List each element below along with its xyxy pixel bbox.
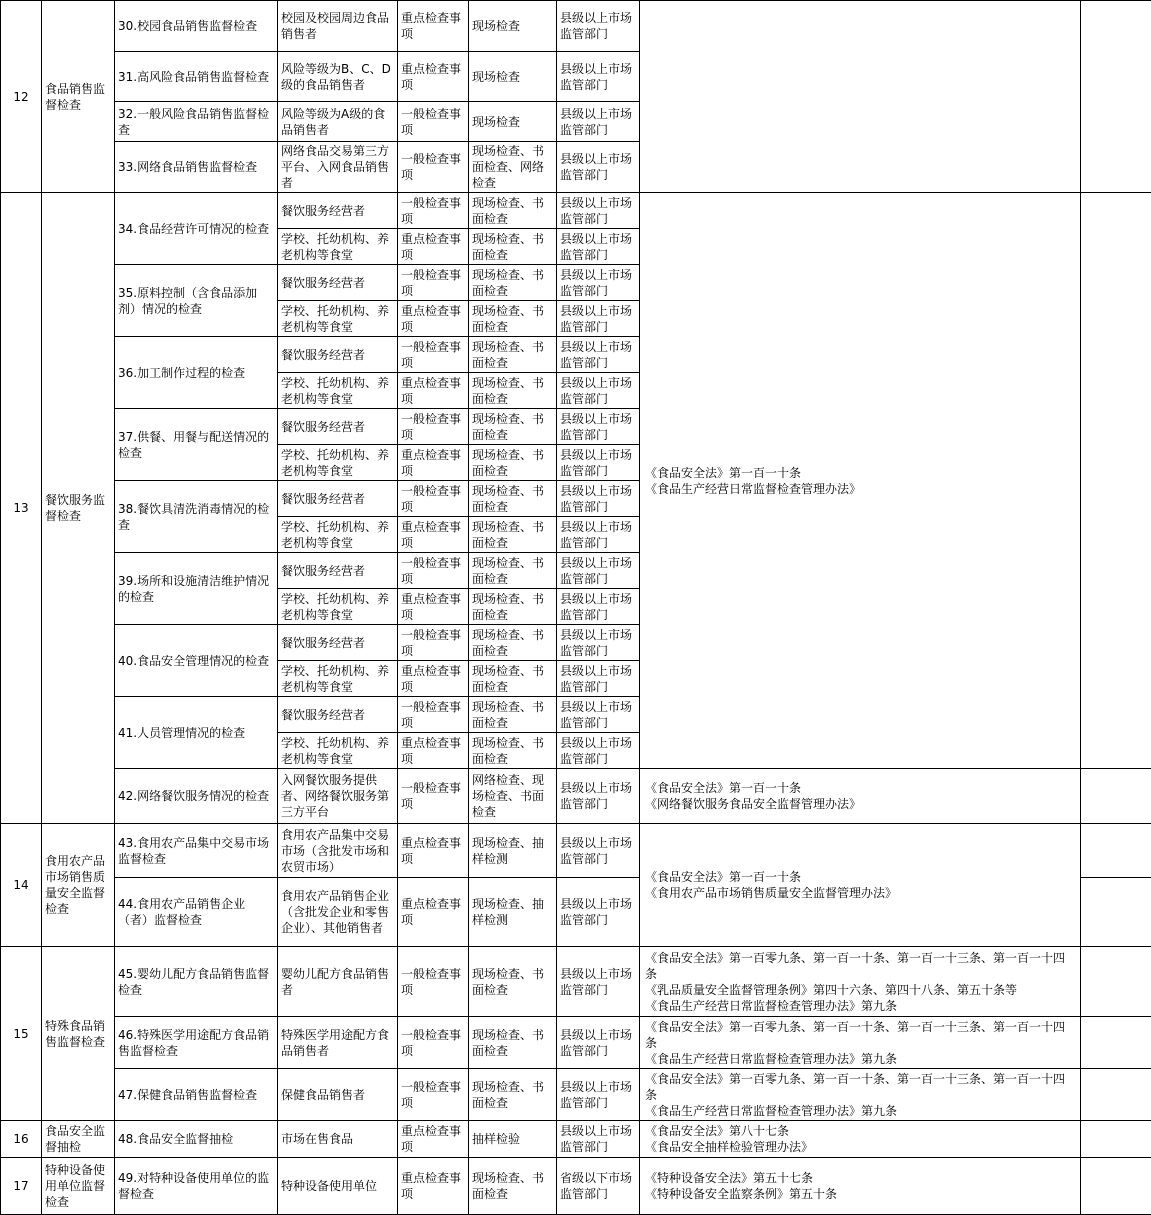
inspection-type: 重点检查事项	[398, 878, 469, 947]
inspection-dept: 县级以上市场监管部门	[557, 301, 640, 337]
inspection-object: 风险等级为A级的食品销售者	[278, 102, 398, 142]
inspection-method: 现场检查、书面检查	[469, 1158, 557, 1215]
inspection-object: 餐饮服务经营者	[278, 481, 398, 517]
inspection-method: 现场检查、书面检查	[469, 947, 557, 1017]
remark-cell	[1081, 878, 1151, 947]
inspection-method: 现场检查、抽样检测	[469, 878, 557, 947]
group-number: 12	[1, 1, 42, 193]
inspection-method: 现场检查、书面检查	[469, 733, 557, 769]
basis-cell: 《特种设备安全法》第五十七条 《特种设备安全监察条例》第五十条	[640, 1158, 1081, 1215]
remark-cell	[1081, 1017, 1151, 1069]
remark-cell	[1081, 1121, 1151, 1158]
inspection-dept: 省级以下市场监管部门	[557, 1158, 640, 1215]
inspection-method: 现场检查、书面检查	[469, 409, 557, 445]
item-name: 33.网络食品销售监督检查	[115, 142, 278, 193]
group-number: 17	[1, 1158, 42, 1215]
inspection-object: 餐饮服务经营者	[278, 553, 398, 589]
inspection-method: 现场检查、书面检查	[469, 373, 557, 409]
basis-cell: 《食品安全法》第八十七条 《食品安全抽样检验管理办法》	[640, 1121, 1081, 1158]
inspection-dept: 县级以上市场监管部门	[557, 824, 640, 878]
inspection-type: 一般检查事项	[398, 142, 469, 193]
inspection-object: 保健食品销售者	[278, 1069, 398, 1121]
inspection-dept: 县级以上市场监管部门	[557, 373, 640, 409]
inspection-type: 重点检查事项	[398, 1, 469, 52]
inspection-dept: 县级以上市场监管部门	[557, 409, 640, 445]
inspection-object: 市场在售食品	[278, 1121, 398, 1158]
inspection-dept: 县级以上市场监管部门	[557, 733, 640, 769]
inspection-type: 重点检查事项	[398, 1158, 469, 1215]
inspection-method: 现场检查、书面检查	[469, 553, 557, 589]
category-cell: 食用农产品市场销售质量安全监督检查	[42, 824, 115, 947]
inspection-type: 一般检查事项	[398, 553, 469, 589]
inspection-method: 现场检查、书面检查	[469, 1017, 557, 1069]
inspection-type: 一般检查事项	[398, 625, 469, 661]
inspection-type: 一般检查事项	[398, 337, 469, 373]
table-row	[1, 769, 1151, 824]
table-row	[1, 1121, 1151, 1158]
remark-cell	[1081, 947, 1151, 1017]
inspection-dept: 县级以上市场监管部门	[557, 517, 640, 553]
inspection-type: 重点检查事项	[398, 824, 469, 878]
inspection-type: 重点检查事项	[398, 52, 469, 102]
inspection-object: 餐饮服务经营者	[278, 697, 398, 733]
item-name: 40.食品安全管理情况的检查	[115, 625, 278, 697]
inspection-method: 现场检查	[469, 1, 557, 52]
inspection-type: 一般检查事项	[398, 1017, 469, 1069]
item-name: 45.婴幼儿配方食品销售监督检查	[115, 947, 278, 1017]
inspection-dept: 县级以上市场监管部门	[557, 52, 640, 102]
remark-cell	[1081, 193, 1151, 769]
inspection-dept: 县级以上市场监管部门	[557, 1121, 640, 1158]
inspection-type: 重点检查事项	[398, 373, 469, 409]
inspection-method: 现场检查、书面检查	[469, 445, 557, 481]
inspection-method: 现场检查、书面检查	[469, 589, 557, 625]
basis-cell: 《食品安全法》第一百一十条 《网络餐饮服务食品安全监督管理办法》	[640, 769, 1081, 824]
inspection-dept: 县级以上市场监管部门	[557, 553, 640, 589]
item-name: 49.对特种设备使用单位的监督检查	[115, 1158, 278, 1215]
inspection-type: 一般检查事项	[398, 697, 469, 733]
item-name: 39.场所和设施清洁维护情况的检查	[115, 553, 278, 625]
inspection-dept: 县级以上市场监管部门	[557, 337, 640, 373]
remark-cell	[1081, 824, 1151, 878]
table-row	[1, 947, 1151, 1017]
group-number: 15	[1, 947, 42, 1121]
item-name: 34.食品经营许可情况的检查	[115, 193, 278, 265]
remark-cell	[1081, 1069, 1151, 1121]
inspection-dept: 县级以上市场监管部门	[557, 589, 640, 625]
item-name: 43.食用农产品集中交易市场监督检查	[115, 824, 278, 878]
inspection-type: 一般检查事项	[398, 947, 469, 1017]
inspection-type: 重点检查事项	[398, 229, 469, 265]
inspection-dept: 县级以上市场监管部门	[557, 697, 640, 733]
table-row	[1, 1, 1151, 52]
inspection-object: 学校、托幼机构、养老机构等食堂	[278, 589, 398, 625]
category-cell: 特殊食品销售监督检查	[42, 947, 115, 1121]
category-cell: 餐饮服务监督检查	[42, 193, 115, 824]
inspection-dept: 县级以上市场监管部门	[557, 947, 640, 1017]
inspection-type: 一般检查事项	[398, 102, 469, 142]
inspection-method: 现场检查、书面检查	[469, 193, 557, 229]
inspection-method: 现场检查	[469, 52, 557, 102]
category-cell: 食品安全监督抽检	[42, 1121, 115, 1158]
inspection-method: 现场检查、书面检查	[469, 1069, 557, 1121]
inspection-object: 食用农产品销售企业（含批发企业和零售企业）、其他销售者	[278, 878, 398, 947]
item-name: 46.特殊医学用途配方食品销售监督检查	[115, 1017, 278, 1069]
inspection-dept: 县级以上市场监管部门	[557, 102, 640, 142]
inspection-type: 重点检查事项	[398, 1121, 469, 1158]
inspection-method: 现场检查、抽样检测	[469, 824, 557, 878]
inspection-type: 一般检查事项	[398, 769, 469, 824]
category-cell: 食品销售监督检查	[42, 1, 115, 193]
remark-cell	[1081, 1, 1151, 193]
item-name: 30.校园食品销售监督检查	[115, 1, 278, 52]
inspection-type: 一般检查事项	[398, 265, 469, 301]
inspection-object: 学校、托幼机构、养老机构等食堂	[278, 445, 398, 481]
inspection-type: 重点检查事项	[398, 517, 469, 553]
inspection-method: 现场检查、书面检查	[469, 481, 557, 517]
category-cell: 特种设备使用单位监督检查	[42, 1158, 115, 1215]
item-name: 42.网络餐饮服务情况的检查	[115, 769, 278, 824]
basis-cell: 《食品安全法》第一百一十条 《食品生产经营日常监督检查管理办法》	[640, 193, 1081, 769]
inspection-object: 学校、托幼机构、养老机构等食堂	[278, 733, 398, 769]
basis-cell: 《食品安全法》第一百零九条、第一百一十条、第一百一十三条、第一百一十四条 《食品生产经营日常监督检查管理办法》第九条	[640, 1069, 1081, 1121]
inspection-dept: 县级以上市场监管部门	[557, 661, 640, 697]
inspection-dept: 县级以上市场监管部门	[557, 142, 640, 193]
inspection-object: 餐饮服务经营者	[278, 193, 398, 229]
inspection-object: 学校、托幼机构、养老机构等食堂	[278, 661, 398, 697]
item-name: 36.加工制作过程的检查	[115, 337, 278, 409]
inspection-object: 餐饮服务经营者	[278, 337, 398, 373]
basis-cell: 《食品安全法》第一百一十条 《食用农产品市场销售质量安全监督管理办法》	[640, 824, 1081, 947]
inspection-dept: 县级以上市场监管部门	[557, 1069, 640, 1121]
inspection-type: 重点检查事项	[398, 445, 469, 481]
inspection-method: 现场检查、书面检查	[469, 625, 557, 661]
inspection-dept: 县级以上市场监管部门	[557, 193, 640, 229]
remark-cell	[1081, 769, 1151, 824]
inspection-object: 餐饮服务经营者	[278, 625, 398, 661]
inspection-dept: 县级以上市场监管部门	[557, 445, 640, 481]
inspection-dept: 县级以上市场监管部门	[557, 265, 640, 301]
group-number: 13	[1, 193, 42, 824]
inspection-type: 重点检查事项	[398, 301, 469, 337]
item-name: 35.原料控制（含食品添加剂）情况的检查	[115, 265, 278, 337]
inspection-type: 一般检查事项	[398, 1069, 469, 1121]
table-row	[1, 1069, 1151, 1121]
inspection-type: 一般检查事项	[398, 481, 469, 517]
inspection-object: 餐饮服务经营者	[278, 409, 398, 445]
inspection-object: 学校、托幼机构、养老机构等食堂	[278, 301, 398, 337]
inspection-type: 重点检查事项	[398, 589, 469, 625]
table-row	[1, 1017, 1151, 1069]
item-name: 48.食品安全监督抽检	[115, 1121, 278, 1158]
inspection-type: 一般检查事项	[398, 409, 469, 445]
inspection-object: 学校、托幼机构、养老机构等食堂	[278, 373, 398, 409]
inspection-method: 现场检查、书面检查	[469, 301, 557, 337]
inspection-method: 现场检查、书面检查	[469, 697, 557, 733]
inspection-dept: 县级以上市场监管部门	[557, 1, 640, 52]
inspection-object: 餐饮服务经营者	[278, 265, 398, 301]
item-name: 38.餐饮具清洗消毒情况的检查	[115, 481, 278, 553]
basis-cell: 《食品安全法》第一百零九条、第一百一十条、第一百一十三条、第一百一十四条 《乳品质量安全监督管理条例》第四十六条、第四十八条、第五十条等 《食品生产经营日常监督检查管理办法》第九条	[640, 947, 1081, 1017]
inspection-dept: 县级以上市场监管部门	[557, 229, 640, 265]
item-name: 37.供餐、用餐与配送情况的检查	[115, 409, 278, 481]
inspection-method: 抽样检验	[469, 1121, 557, 1158]
basis-cell: 《食品安全法》第一百零九条、第一百一十条、第一百一十三条、第一百一十四条 《食品生产经营日常监督检查管理办法》第九条	[640, 1017, 1081, 1069]
inspection-object: 网络食品交易第三方平台、入网食品销售者	[278, 142, 398, 193]
inspection-method: 现场检查、书面检查	[469, 337, 557, 373]
inspection-method: 现场检查、书面检查	[469, 661, 557, 697]
inspection-method: 网络检查、现场检查、书面检查	[469, 769, 557, 824]
inspection-dept: 县级以上市场监管部门	[557, 769, 640, 824]
inspection-method: 现场检查、书面检查	[469, 265, 557, 301]
item-name: 44.食用农产品销售企业（者）监督检查	[115, 878, 278, 947]
inspection-object: 特种设备使用单位	[278, 1158, 398, 1215]
table-row	[1, 824, 1151, 878]
inspection-object: 校园及校园周边食品销售者	[278, 1, 398, 52]
inspection-object: 婴幼儿配方食品销售者	[278, 947, 398, 1017]
remark-cell	[1081, 1158, 1151, 1215]
inspection-dept: 县级以上市场监管部门	[557, 1017, 640, 1069]
inspection-object: 学校、托幼机构、养老机构等食堂	[278, 229, 398, 265]
item-name: 41.人员管理情况的检查	[115, 697, 278, 769]
item-name: 47.保健食品销售监督检查	[115, 1069, 278, 1121]
inspection-type: 重点检查事项	[398, 733, 469, 769]
group-number: 16	[1, 1121, 42, 1158]
item-name: 32.一般风险食品销售监督检查	[115, 102, 278, 142]
inspection-type: 一般检查事项	[398, 193, 469, 229]
inspection-object: 特殊医学用途配方食品销售者	[278, 1017, 398, 1069]
inspection-method: 现场检查	[469, 102, 557, 142]
inspection-method: 现场检查、书面检查	[469, 229, 557, 265]
inspection-method: 现场检查、书面检查、网络检查	[469, 142, 557, 193]
inspection-object: 入网餐饮服务提供者、网络餐饮服务第三方平台	[278, 769, 398, 824]
inspection-type: 重点检查事项	[398, 661, 469, 697]
inspection-dept: 县级以上市场监管部门	[557, 878, 640, 947]
basis-cell	[640, 1, 1081, 193]
item-name: 31.高风险食品销售监督检查	[115, 52, 278, 102]
table-row	[1, 193, 1151, 229]
table-row	[1, 1158, 1151, 1215]
inspection-object: 学校、托幼机构、养老机构等食堂	[278, 517, 398, 553]
inspection-dept: 县级以上市场监管部门	[557, 481, 640, 517]
inspection-object: 风险等级为B、C、D级的食品销售者	[278, 52, 398, 102]
inspection-dept: 县级以上市场监管部门	[557, 625, 640, 661]
inspection-method: 现场检查、书面检查	[469, 517, 557, 553]
group-number: 14	[1, 824, 42, 947]
inspection-object: 食用农产品集中交易市场（含批发市场和农贸市场）	[278, 824, 398, 878]
